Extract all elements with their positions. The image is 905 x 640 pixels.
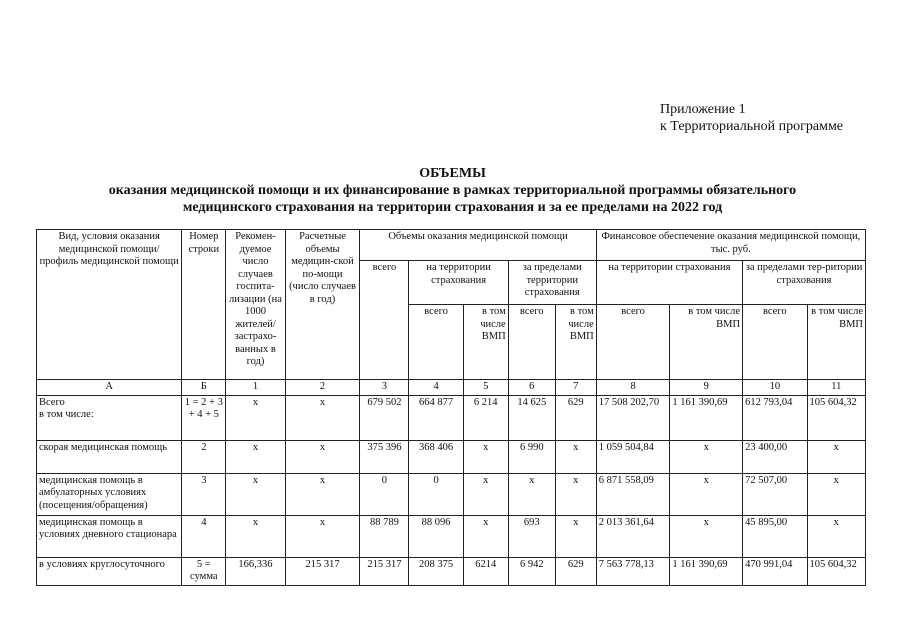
title-line-1: ОБЪЕМЫ bbox=[419, 166, 486, 181]
table-cell: 105 604,32 bbox=[807, 557, 865, 585]
annex-line-1: Приложение 1 bbox=[660, 102, 746, 117]
index-cell: 6 bbox=[508, 380, 555, 396]
table-cell: 6214 bbox=[463, 557, 508, 585]
index-cell: 1 bbox=[226, 380, 285, 396]
index-cell: 7 bbox=[555, 380, 596, 396]
header-calculated: Расчетные объемы медицин-ской по-мощи (число случаев в год) bbox=[285, 230, 360, 380]
table-cell: 1 161 390,69 bbox=[670, 395, 743, 440]
row-number: 3 bbox=[182, 473, 226, 515]
table-cell: х bbox=[285, 440, 360, 473]
header-fin-in-territory: на территории страхования bbox=[596, 261, 742, 305]
table-cell: 612 793,04 bbox=[743, 395, 807, 440]
table-cell: х bbox=[555, 440, 596, 473]
table-cell: 6 871 558,09 bbox=[596, 473, 670, 515]
volumes-table bbox=[36, 229, 866, 586]
header-row-number: Номер строки bbox=[182, 230, 226, 380]
table-cell: 0 bbox=[409, 473, 463, 515]
table-cell: х bbox=[670, 515, 743, 557]
table-cell: 664 877 bbox=[409, 395, 463, 440]
index-cell: 5 bbox=[463, 380, 508, 396]
table-cell: 105 604,32 bbox=[807, 395, 865, 440]
row-name: скорая медицинская помощь bbox=[37, 440, 182, 473]
table-row bbox=[37, 515, 866, 557]
table-cell: 14 625 bbox=[508, 395, 555, 440]
row-number: 2 bbox=[182, 440, 226, 473]
table-cell: 0 bbox=[360, 473, 409, 515]
table-cell: х bbox=[463, 515, 508, 557]
index-cell: 4 bbox=[409, 380, 463, 396]
title-line-3: медицинского страхования на территории страхования и за ее пределами на 2022 год bbox=[182, 200, 723, 215]
table-row bbox=[37, 440, 866, 473]
table-cell: 679 502 bbox=[360, 395, 409, 440]
table-cell: х bbox=[463, 440, 508, 473]
header-fin-outside-territory: за пределами тер-ритории страхования bbox=[743, 261, 866, 305]
table-cell: х bbox=[555, 473, 596, 515]
index-cell: Б bbox=[182, 380, 226, 396]
table-cell: х bbox=[226, 440, 285, 473]
table-cell: 215 317 bbox=[285, 557, 360, 585]
table-row bbox=[37, 557, 866, 585]
table-cell: х bbox=[285, 515, 360, 557]
table-cell: х bbox=[463, 473, 508, 515]
table-row bbox=[37, 395, 866, 440]
table-cell: 7 563 778,13 bbox=[596, 557, 670, 585]
title-line-2: оказания медицинской помощи и их финансирование в рамках территориальной программы обязательного bbox=[108, 183, 797, 198]
table-cell: х bbox=[226, 395, 285, 440]
table-cell: х bbox=[226, 473, 285, 515]
row-number: 4 bbox=[182, 515, 226, 557]
index-cell: 3 bbox=[360, 380, 409, 396]
table-cell: 6 214 bbox=[463, 395, 508, 440]
header-volumes: Объемы оказания медицинской помощи bbox=[360, 230, 596, 261]
document-title bbox=[0, 165, 905, 216]
header-type: Вид, условия оказания медицинской помощи/ профиль медицинской помощи bbox=[37, 230, 182, 380]
table-cell: 6 990 bbox=[508, 440, 555, 473]
header-out-total: всего bbox=[508, 305, 555, 380]
index-cell: 2 bbox=[285, 380, 360, 396]
table-cell: 88 789 bbox=[360, 515, 409, 557]
row-name: Всего в том числе: bbox=[37, 395, 182, 440]
index-cell: 11 bbox=[807, 380, 865, 396]
index-cell: А bbox=[37, 380, 182, 396]
table-cell: х bbox=[807, 473, 865, 515]
header-finance: Финансовое обеспечение оказания медицинской помощи, тыс. руб. bbox=[596, 230, 865, 261]
table-cell: 375 396 bbox=[360, 440, 409, 473]
table-cell: 215 317 bbox=[360, 557, 409, 585]
header-fin-in-vmp: в том числе ВМП bbox=[670, 305, 743, 380]
table-cell: 88 096 bbox=[409, 515, 463, 557]
index-cell: 10 bbox=[743, 380, 807, 396]
header-fin-out-total: всего bbox=[743, 305, 807, 380]
table-cell: 470 991,04 bbox=[743, 557, 807, 585]
row-name: в условиях круглосуточного bbox=[37, 557, 182, 585]
table-cell: 629 bbox=[555, 557, 596, 585]
index-cell: 9 bbox=[670, 380, 743, 396]
table-cell: 368 406 bbox=[409, 440, 463, 473]
header-fin-out-vmp: в том числе ВМП bbox=[807, 305, 865, 380]
annex-line-2: к Территориальной программе bbox=[660, 119, 844, 134]
table-cell: х bbox=[555, 515, 596, 557]
table-cell: 17 508 202,70 bbox=[596, 395, 670, 440]
header-in-total: всего bbox=[409, 305, 463, 380]
table-cell: х bbox=[508, 473, 555, 515]
header-in-vmp: в том числе ВМП bbox=[463, 305, 508, 380]
table-cell: 2 013 361,64 bbox=[596, 515, 670, 557]
row-number: 1 = 2 + 3 + 4 + 5 bbox=[182, 395, 226, 440]
table-cell: 629 bbox=[555, 395, 596, 440]
table-cell: 208 375 bbox=[409, 557, 463, 585]
header-out-vmp: в том числе ВМП bbox=[555, 305, 596, 380]
table-cell: х bbox=[670, 473, 743, 515]
table-cell: 23 400,00 bbox=[743, 440, 807, 473]
table-row bbox=[37, 473, 866, 515]
table-cell: х bbox=[285, 473, 360, 515]
row-number: 5 = сумма bbox=[182, 557, 226, 585]
table-cell: 72 507,00 bbox=[743, 473, 807, 515]
table-cell: х bbox=[807, 440, 865, 473]
table-body bbox=[37, 380, 866, 586]
header-volumes-total: всего bbox=[360, 261, 409, 380]
table-cell: 693 bbox=[508, 515, 555, 557]
header-recommended: Рекомен-дуемое число случаев госпита-лизации (на 1000 жителей/ застрахо-ванных в год) bbox=[226, 230, 285, 380]
table-cell: 166,336 bbox=[226, 557, 285, 585]
header-fin-in-total: всего bbox=[596, 305, 670, 380]
table-cell: 45 895,00 bbox=[743, 515, 807, 557]
index-cell: 8 bbox=[596, 380, 670, 396]
row-name: медицинская помощь в амбулаторных условиях (посещения/обращения) bbox=[37, 473, 182, 515]
table-cell: х bbox=[670, 440, 743, 473]
table-header bbox=[37, 230, 866, 380]
table-cell: 1 059 504,84 bbox=[596, 440, 670, 473]
table-cell: 6 942 bbox=[508, 557, 555, 585]
header-in-territory: на территории страхования bbox=[409, 261, 508, 305]
table-cell: х bbox=[807, 515, 865, 557]
table-cell: 1 161 390,69 bbox=[670, 557, 743, 585]
header-outside-territory: за пределами территории страхования bbox=[508, 261, 596, 305]
table-cell: х bbox=[226, 515, 285, 557]
table-cell: х bbox=[285, 395, 360, 440]
row-name: медицинская помощь в условиях дневного стационара bbox=[37, 515, 182, 557]
annex-note bbox=[660, 101, 843, 135]
